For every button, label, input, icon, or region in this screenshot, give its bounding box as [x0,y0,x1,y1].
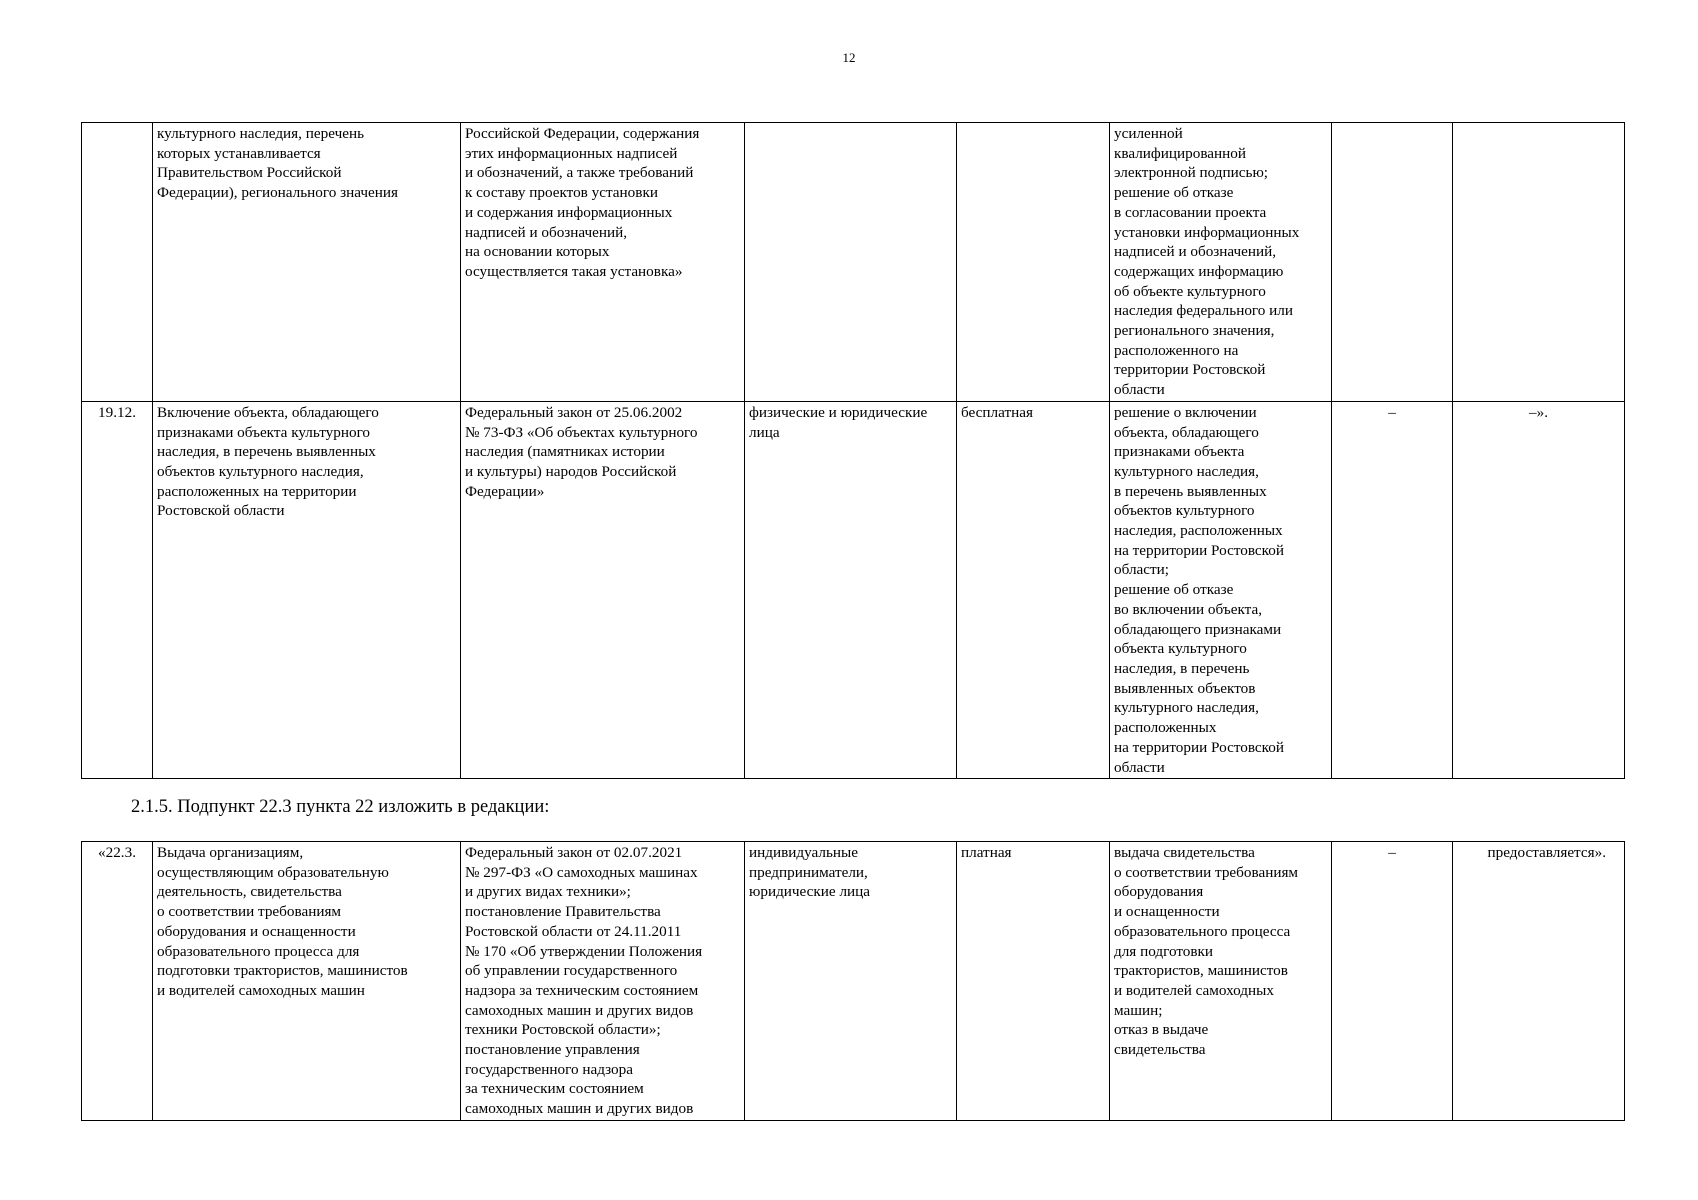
column-8-cell: –». [1453,401,1625,778]
services-table-amendment [81,841,1625,1121]
legal-basis-cell: Российской Федерации, содержания этих информационных надписей и обозначений, а также требований к составу проектов установки и содержания информационных надписей и обозначений, на основании которых осуществляется такая установка» [461,123,745,402]
payment-cell [957,123,1110,402]
column-7-cell: – [1332,842,1453,1121]
service-name-cell: культурного наследия, перечень которых устанавливается Правительством Российской Федерации), регионального значения [153,123,461,402]
result-cell: усиленной квалифицированной электронной подписью; решение об отказе в согласовании проекта установки информационных надписей и обозначений, содержащих информацию об объекте культурного наследия федерального или регионального значения, расположенного на территории Ростовской области [1110,123,1332,402]
column-7-cell: – [1332,401,1453,778]
page-number: 12 [842,50,856,65]
row-number-cell [82,123,153,402]
column-8-cell [1453,123,1625,402]
result-cell: решение о включении объекта, обладающего признаками объекта культурного наследия, в перечень выявленных объектов культурного наследия, расположенных на территории Ростовской области; решение об отказе во включении объекта, обладающего признаками объекта культурного наследия, в перечень выявленных объектов культурного наследия, расположенных на территории Ростовской области [1110,401,1332,778]
services-table-continued [81,122,1625,779]
row-number-cell: 19.12. [82,401,153,778]
payment-cell: платная [957,842,1110,1121]
legal-basis-cell: Федеральный закон от 02.07.2021 № 297-ФЗ «О самоходных машинах и других видах техники»; постановление Правительства Ростовской области от 24.11.2011 № 170 «Об утверждении Положения об управлении государственного надзора за техническим состоянием самоходных машин и других видов техники Ростовской области»; постановление управления государственного надзора за техническим состоянием самоходных машин и других видов [461,842,745,1121]
recipients-cell [745,123,957,402]
column-7-cell [1332,123,1453,402]
service-name-cell: Выдача организациям, осуществляющим образовательную деятельность, свидетельства о соответствии требованиям оборудования и оснащенности образовательного процесса для подготовки трактористов, машинистов и водителей самоходных машин [153,842,461,1121]
recipients-cell: индивидуальные предприниматели, юридические лица [745,842,957,1121]
recipients-cell: физические и юридические лица [745,401,957,778]
table-row [82,842,1625,1121]
amendment-paragraph: 2.1.5. Подпункт 22.3 пункта 22 изложить в редакции: [131,797,550,817]
service-name-cell: Включение объекта, обладающего признаками объекта культурного наследия, в перечень выявленных объектов культурного наследия, расположенных на территории Ростовской области [153,401,461,778]
table-row [82,123,1625,402]
legal-basis-cell: Федеральный закон от 25.06.2002 № 73-ФЗ «Об объектах культурного наследия (памятниках истории и культуры) народов Российской Федерации» [461,401,745,778]
column-8-cell: предоставляется». [1453,842,1625,1121]
result-cell: выдача свидетельства о соответствии требованиям оборудования и оснащенности образовательного процесса для подготовки трактористов, машинистов и водителей самоходных машин; отказ в выдаче свидетельства [1110,842,1332,1121]
payment-cell: бесплатная [957,401,1110,778]
table-row [82,401,1625,778]
row-number-cell: «22.3. [82,842,153,1121]
